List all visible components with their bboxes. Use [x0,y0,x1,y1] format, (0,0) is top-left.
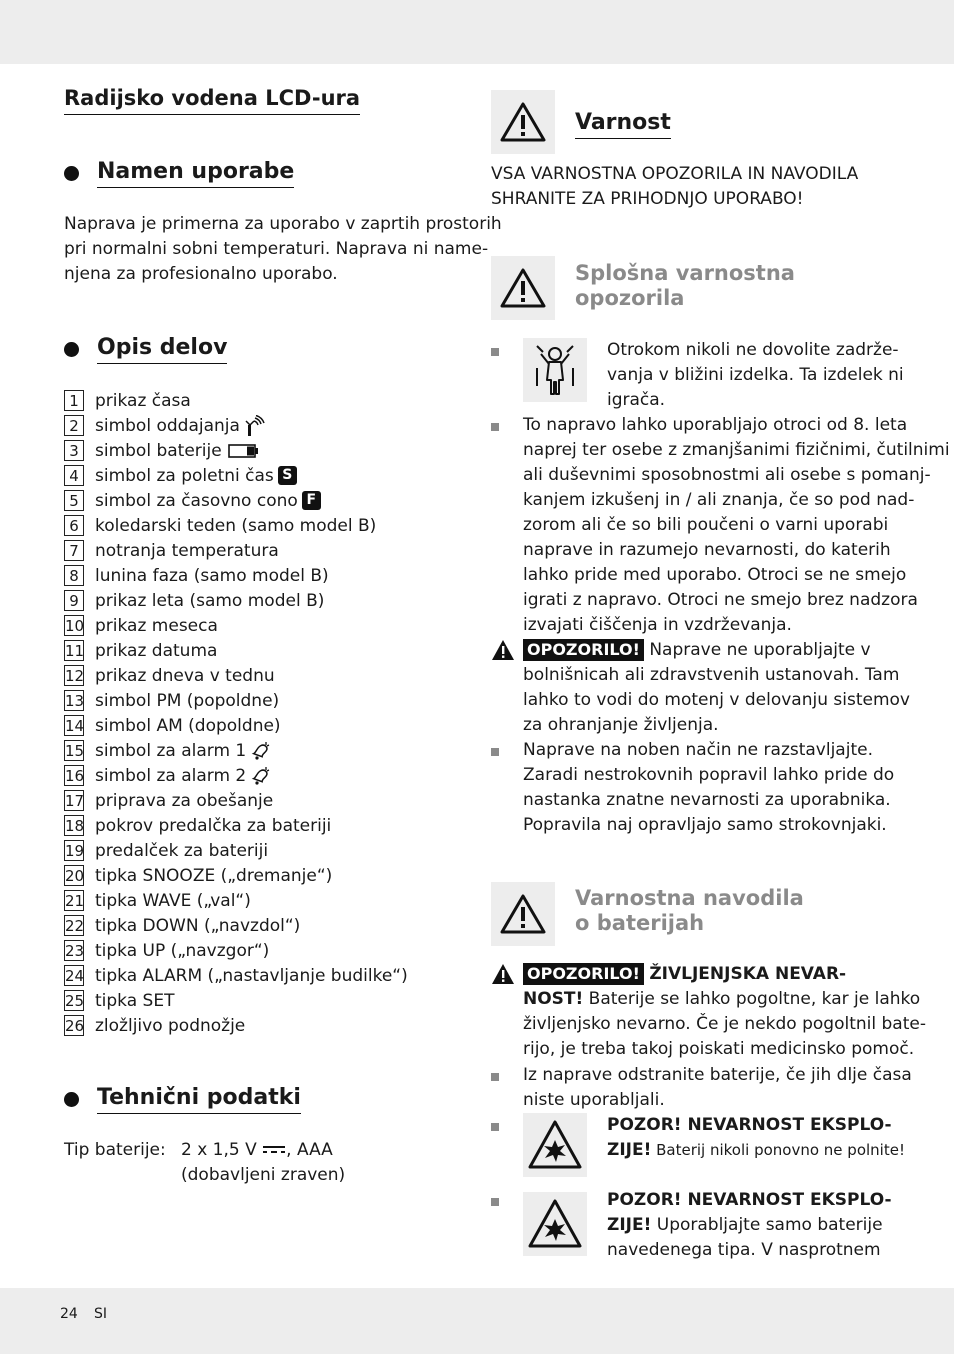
part-label: lunina faza (samo model B) [95,565,329,586]
part-label: tipka ALARM („nastavljanje budilke“) [95,965,408,986]
part-label: tipka DOWN („navzdol“) [95,915,301,936]
warning-icon-box [491,882,555,946]
part-row [64,588,408,613]
page-title: Radijsko vodena LCD-ura [64,84,360,115]
text-line: pri normalni sobni temperaturi. Naprava ni name- [64,239,489,259]
tech-value-2: (dobavljeni zraven) [181,1165,346,1185]
varnost-text [491,162,858,212]
part-row [64,388,408,413]
text-line: življenjsko nevarno. Če je nekdo pogoltnil bate- [523,1014,926,1034]
text-line: igrača. [607,390,666,410]
part-number: 18 [65,817,85,835]
part-label: tipka SET [95,990,175,1011]
part-number: 26 [65,1017,85,1035]
opozorilo-label: OPOZORILO! [523,639,644,661]
opozorilo-label: OPOZORILO! [523,963,644,985]
part-row [64,1013,408,1038]
text-line: lahko to vodi do motenj v delovanju sistemov [523,690,910,710]
page-number: 24 [60,1306,78,1322]
top-bar [0,0,954,64]
part-row [64,488,408,513]
part-row [64,463,408,488]
footer-bar [0,1288,954,1354]
section-title-namen: Namen uporabe [97,158,294,188]
battery-voltage: 2 x 1,5 V [181,1140,257,1160]
part-number: 16 [65,767,85,785]
text-line: kanjem izkušenj in / ali znanja, če so pod nad- [523,490,915,510]
part-row [64,963,408,988]
part-number: 9 [64,590,84,611]
list-bullet [491,423,499,431]
text-line: Zaradi nestrokovnih popravil lahko pride do [523,765,895,785]
text-line: VSA VARNOSTNA OPOZORILA IN NAVODILA [491,164,859,184]
explosion-pictogram [523,1113,587,1177]
warning-triangle-icon [500,894,546,934]
part-label: tipka SNOOZE („dremanje“) [95,865,333,886]
text-line: igrati z napravo. Otroci ne smejo brez nadzora [523,590,918,610]
text-line: Uporabljajte samo baterije [651,1215,883,1235]
part-label: prikaz časa [95,390,191,411]
part-label: predalček za bateriji [95,840,269,861]
text-bold: NOST! [523,989,584,1009]
text-line: Naprava je primerna za uporabo v zaprtih prostorih [64,214,502,234]
text-bold: ZIJE! [607,1215,652,1235]
list-bullet [491,348,499,356]
language-code: SI [94,1306,108,1322]
warning-triangle-icon [500,102,546,142]
part-label: simbol za alarm 1 [95,740,247,761]
part-number: 24 [65,967,85,985]
tech-value [181,1138,333,1163]
warning-hospital [523,638,910,738]
part-label: simbol za poletni čas [95,465,274,486]
part-row [64,863,408,888]
part-number: 23 [65,942,85,960]
section-title-baterije [575,886,804,936]
summer-time-icon: S [278,466,297,485]
heading-line: Varnostna navodila [575,886,804,910]
part-row [64,413,408,438]
text-line: Baterij nikoli ponovno ne polnite! [651,1141,905,1159]
part-number: 20 [65,867,85,885]
list-bullet [491,1123,499,1131]
explosion-pictogram [523,1192,587,1256]
text-line: ali duševnimi sposobnostmi ali osebe s pomanj- [523,465,931,485]
warning-triangle-icon [491,963,515,985]
part-row [64,788,408,813]
heading-line: o baterijah [575,911,705,935]
part-row [64,738,408,763]
part-label: prikaz leta (samo model B) [95,590,325,611]
section-title-splosna [575,261,795,311]
namen-text [64,212,502,287]
child-warning-pictogram [523,338,587,402]
part-number: 1 [64,390,84,411]
text-line: Baterije se lahko pogoltne, kar je lahko [583,989,921,1009]
part-label: koledarski teden (samo model B) [95,515,377,536]
part-number: 15 [65,742,85,760]
child-icon [523,338,587,402]
list-bullet [491,1073,499,1081]
warning-triangle-icon [500,268,546,308]
text-line: zorom ali če so bili poučeni o varni uporabi [523,515,889,535]
part-number: 22 [65,917,85,935]
text-bold: POZOR! NEVARNOST EKSPLO- [607,1115,892,1135]
list-bullet [491,1198,499,1206]
part-row [64,688,408,713]
part-row [64,838,408,863]
part-label: pokrov predalčka za bateriji [95,815,332,836]
safety-item-age [523,413,950,638]
part-row [64,538,408,563]
text-line: za ohranjanje življenja. [523,715,719,735]
part-number: 5 [64,490,84,511]
text-line: njena za profesionalno uporabo. [64,264,338,284]
part-label: tipka WAVE („val“) [95,890,251,911]
part-row [64,438,408,463]
section-title-varnost: Varnost [575,109,671,139]
text-line: nastanka znatne nevarnosti za uporabnika. [523,790,891,810]
battery-type: , AAA [286,1140,333,1160]
section-bullet [64,166,79,181]
explosion-icon [523,1192,587,1256]
text-line: To napravo lahko uporabljajo otroci od 8. leta [523,415,908,435]
safety-item-disassembly [523,738,894,838]
explosion-warning-1 [607,1113,905,1163]
part-label: simbol baterije [95,440,222,461]
part-number: 11 [65,642,85,660]
parts-list [64,388,408,1038]
part-number: 17 [65,792,85,810]
part-label: simbol oddajanja [95,415,240,436]
text-line: vanja v bližini izdelka. Ta izdelek ni [607,365,904,385]
warning-icon-box [491,256,555,320]
part-label: priprava za obešanje [95,790,274,811]
part-label: zložljivo podnožje [95,1015,246,1036]
text-line: rijo, je treba takoj poiskati medicinsko pomoč. [523,1039,915,1059]
part-row [64,813,408,838]
part-label: simbol za časovno cono [95,490,298,511]
heading-line: Splošna varnostna [575,261,795,285]
text-bold: POZOR! NEVARNOST EKSPLO- [607,1190,892,1210]
heading-line: opozorila [575,286,685,310]
text-bold: ZIJE! [607,1140,652,1160]
part-row [64,638,408,663]
part-label: prikaz datuma [95,640,218,661]
part-number: 2 [64,415,84,436]
part-number: 7 [64,540,84,561]
text-line: Naprave na noben način ne razstavljajte. [523,740,873,760]
safety-item-children [607,338,904,413]
tech-label: Tip baterije: [64,1140,166,1160]
alarm-bell-icon [251,766,271,786]
text-line: bolnišnicah ali zdravstvenih ustanovah. Tam [523,665,900,685]
list-bullet [491,748,499,756]
part-number: 25 [65,992,85,1010]
explosion-icon [523,1113,587,1177]
part-row [64,513,408,538]
text-line: Otrokom nikoli ne dovolite zadrže- [607,340,899,360]
text-line: SHRANITE ZA PRIHODNJO UPORABO! [491,189,804,209]
text-line: naprej ter osebe z zmanjšanimi fizičnimi, čutilnimi [523,440,950,460]
battery-icon [227,443,261,459]
part-row [64,888,408,913]
section-title-tehnicni: Tehnični podatki [97,1084,301,1114]
signal-icon [245,415,265,437]
part-label: simbol AM (dopoldne) [95,715,281,736]
part-label: notranja temperatura [95,540,279,561]
text-line: lahko pride med uporabo. Otroci se ne smejo [523,565,907,585]
part-number: 8 [64,565,84,586]
part-number: 4 [64,465,84,486]
part-label: simbol za alarm 2 [95,765,247,786]
part-number: 3 [64,440,84,461]
part-number: 12 [65,667,85,685]
part-row [64,713,408,738]
text-line: ŽIVLJENJSKA NEVAR- [649,964,847,984]
part-number: 21 [65,892,85,910]
section-bullet [64,1092,79,1107]
part-row [64,913,408,938]
part-row [64,763,408,788]
part-row [64,938,408,963]
time-zone-icon: F [302,491,321,510]
part-number: 13 [65,692,85,710]
part-number: 10 [65,617,85,635]
safety-item-remove-batteries [523,1063,912,1113]
part-row [64,563,408,588]
part-number: 19 [65,842,85,860]
text-line: izvajati čiščenja in vzdrževanja. [523,615,792,635]
part-row [64,663,408,688]
warning-triangle-icon [491,639,515,661]
text-line: niste uporabljali. [523,1090,665,1110]
explosion-warning-2 [607,1188,892,1263]
part-label: tipka UP („navzgor“) [95,940,270,961]
dc-symbol-icon [262,1145,286,1155]
alarm-bell-icon [251,741,271,761]
text-line: Iz naprave odstranite baterije, če jih dlje časa [523,1065,912,1085]
text-line: naprave in razumejo nevarnosti, do katerih [523,540,891,560]
part-label: prikaz meseca [95,615,218,636]
text-line: Popravila naj opravljajo samo strokovnjaki. [523,815,887,835]
part-number: 6 [64,515,84,536]
part-number: 14 [65,717,85,735]
warning-icon-box [491,90,555,154]
section-bullet [64,342,79,357]
section-title-opis: Opis delov [97,334,227,364]
part-row [64,613,408,638]
part-row [64,988,408,1013]
text-line: Naprave ne uporabljajte v [649,640,871,660]
part-label: prikaz dneva v tednu [95,665,275,686]
part-label: simbol PM (popoldne) [95,690,280,711]
text-line: navedenega tipa. V nasprotnem [607,1240,881,1260]
warning-swallow [523,962,926,1062]
